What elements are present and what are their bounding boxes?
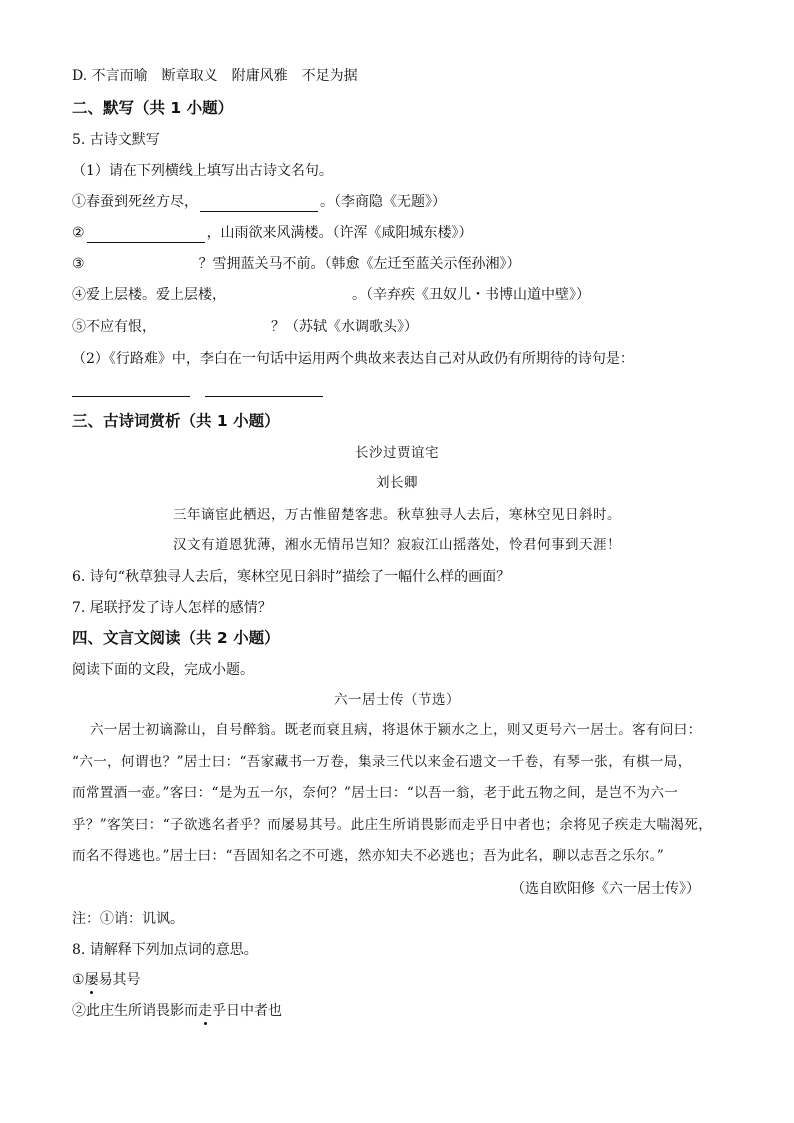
passage-line-1: 六一居士初谪滁山，自号醉翁。既老而衰且病，将退休于颍水之上，则又更号六一居士。客有问曰： bbox=[90, 722, 702, 738]
dictation-item-2 bbox=[72, 223, 473, 243]
dictation-item-text: 。（李商隐《无题》） bbox=[320, 194, 446, 210]
item-text: 乎日中者也 bbox=[212, 1003, 282, 1019]
passage-line-4: 乎？”客笑曰：“子欲逃名者乎？而屡易其号。此庄生所诮畏影而走乎日中者也；余将见子疾走大喘渴死， bbox=[72, 817, 713, 833]
question-5-part-1: （1）请在下列横线上填写出古诗文名句。 bbox=[72, 163, 333, 179]
section-heading-dictation: 二、默写（共 1 小题） bbox=[72, 99, 234, 117]
question-5-title: 5. 古诗文默写 bbox=[72, 132, 160, 148]
option-d: D. 不言而喻 断章取义 附庸风雅 不足为据 bbox=[72, 68, 358, 84]
section-heading-classical: 四、文言文阅读（共 2 小题） bbox=[72, 629, 280, 647]
dictation-item-5 bbox=[72, 317, 418, 337]
item-text: ① bbox=[72, 972, 85, 988]
passage-source: （选自欧阳修《六一居士传》） bbox=[511, 881, 700, 897]
question-6: 6. 诗句“秋草独寻人去后，寒林空见日斜时”描绘了一幅什么样的画面？ bbox=[72, 569, 511, 585]
dictation-item-4 bbox=[72, 285, 590, 305]
dictation-item-1 bbox=[72, 192, 446, 212]
passage-line-5: 而名不得逃也。”居士曰：“吾固知名之不可逃，然亦知夫不必逃也；吾为此名，聊以志吾之乐尔。” bbox=[72, 848, 665, 864]
dictation-item-text: ② bbox=[72, 225, 85, 241]
answer-line-2[interactable] bbox=[205, 396, 323, 397]
question-7: 7. 尾联抒发了诗人怎样的感情？ bbox=[72, 600, 272, 616]
question-8: 8. 请解释下列加点词的意思。 bbox=[72, 942, 258, 958]
passage-title: 六一居士传（节选） bbox=[334, 692, 460, 708]
poem-title: 长沙过贾谊宅 bbox=[355, 445, 439, 461]
dictation-item-text: ，山雨欲来风满楼。（许浑《咸阳城东楼》） bbox=[206, 225, 473, 241]
dictation-item-text: ⑤不应有恨， bbox=[72, 319, 156, 335]
dictation-item-text: 。（辛弃疾《丑奴儿・书博山道中壁》） bbox=[352, 287, 590, 303]
section-heading-poetry: 三、古诗词赏析（共 1 小题） bbox=[72, 412, 280, 430]
item-text: ②此庄生所诮畏影而 bbox=[72, 1003, 198, 1019]
dictation-item-text: ①春蚕到死丝方尽， bbox=[72, 194, 198, 210]
dictation-item-text: ③ bbox=[72, 256, 85, 272]
dictation-item-text: ？雪拥蓝关马不前。（韩愈《左迁至蓝关示侄孙湘》） bbox=[198, 256, 521, 272]
answer-line-1[interactable] bbox=[72, 396, 190, 397]
poem-line-1: 三年谪宦此栖迟，万古惟留楚客悲。秋草独寻人去后，寒林空见日斜时。 bbox=[173, 507, 621, 523]
item-text: 易其号 bbox=[98, 972, 141, 988]
dotted-word: 屡 bbox=[84, 972, 99, 988]
passage-note: 注：①诮：讥讽。 bbox=[72, 911, 184, 927]
dotted-word: 走 bbox=[198, 1003, 212, 1019]
question-8-item-1 bbox=[72, 970, 141, 990]
question-8-item-2 bbox=[72, 1001, 282, 1021]
dictation-item-text: ？（苏轼《水调歌头》） bbox=[271, 319, 418, 335]
passage-line-2: “六一，何谓也？”居士曰：“吾家藏书一万卷，集录三代以来金石遗文一千卷，有琴一张，有棋一局， bbox=[72, 754, 692, 770]
passage-line-3: 而常置酒一壶。”客曰：“是为五一尔，奈何？”居士曰：“以吾一翁，老于此五物之间，是岂不为六一 bbox=[72, 785, 679, 801]
question-5-part-2: （2）《行路难》中，李白在一句话中运用两个典故来表达自己对从政仍有所期待的诗句是： bbox=[72, 351, 634, 367]
poem-line-2: 汉文有道恩犹薄，湘水无情吊岂知？寂寂江山摇落处，怜君何事到天涯！ bbox=[173, 537, 621, 553]
answer-blank[interactable] bbox=[87, 227, 205, 243]
reading-intro: 阅读下面的文段，完成小题。 bbox=[72, 662, 254, 678]
dictation-item-text: ④爱上层楼。爱上层楼， bbox=[72, 287, 226, 303]
answer-blank[interactable] bbox=[200, 196, 318, 212]
dictation-item-3 bbox=[72, 254, 521, 274]
poem-author: 刘长卿 bbox=[376, 475, 418, 491]
